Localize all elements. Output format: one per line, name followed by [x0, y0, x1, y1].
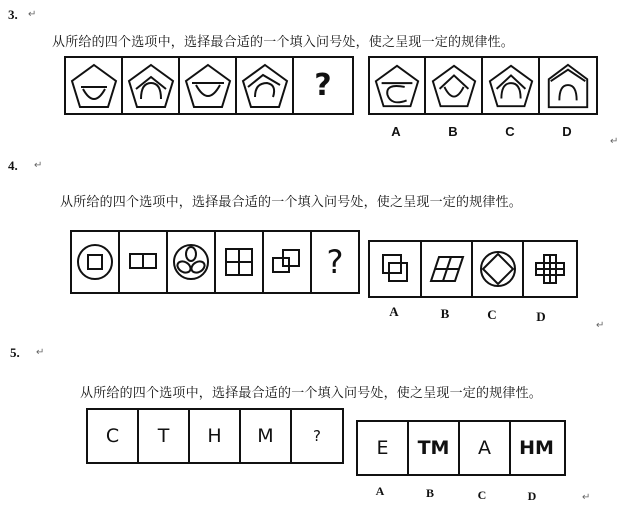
q3-question-cell [294, 58, 352, 113]
circle-diamond-icon [476, 247, 520, 291]
q4-option-b-label: B [440, 306, 450, 321]
q4-figure-1 [72, 232, 120, 292]
q5-term-text: C [105, 425, 120, 447]
q3-figure-2 [123, 58, 180, 113]
grid-square-icon [217, 240, 261, 284]
q5-term-2 [139, 410, 190, 462]
question-4-sequence [70, 230, 360, 294]
paragraph-mark: ↵ [610, 136, 619, 147]
question-4-options [368, 240, 578, 298]
q5-choice-text: HM [519, 437, 554, 459]
q5-term-4 [241, 410, 292, 462]
question-3-options [368, 56, 598, 115]
question-mark: ? [326, 243, 344, 281]
question-mark: ? [313, 427, 321, 445]
q3-option-a-label: A [391, 124, 401, 139]
q5-term-3 [190, 410, 241, 462]
paragraph-mark: ↵ [34, 160, 43, 171]
house-figure-icon [543, 61, 593, 111]
q5-option-c[interactable] [460, 422, 511, 474]
q3-option-c-label: C [505, 124, 515, 139]
q5-option-c-label: C [477, 488, 487, 502]
q5-option-a-label: A [375, 484, 385, 498]
q5-option-a[interactable] [358, 422, 409, 474]
q5-term-1 [88, 410, 139, 462]
q4-option-c-label: C [487, 307, 497, 322]
q5-question-cell [292, 410, 342, 462]
q4-option-b[interactable] [422, 242, 473, 296]
q5-term-text: M [257, 425, 274, 447]
question-5-sequence [86, 408, 344, 464]
q4-figure-5 [264, 232, 312, 292]
paragraph-mark: ↵ [28, 9, 37, 20]
q3-figure-3 [180, 58, 237, 113]
question-4-instruction: 从所给的四个选项中，选择最合适的一个填入问号处，使之呈现一定的规律性。 [60, 195, 523, 210]
q5-term-text: H [207, 425, 222, 447]
q3-option-c[interactable] [483, 58, 540, 113]
double-rectangle-icon [121, 240, 165, 284]
question-5-options [356, 420, 566, 476]
cross-blocks-icon [528, 247, 572, 291]
q5-option-d[interactable] [511, 422, 562, 474]
q5-term-text: T [157, 425, 170, 447]
question-mark: ? [314, 68, 332, 103]
paragraph-mark: ↵ [36, 347, 45, 358]
question-3-number: 3. [8, 7, 18, 22]
pentagon-figure-icon [429, 61, 479, 111]
q5-choice-text: TM [417, 437, 450, 459]
parallelogram-grid-icon [425, 247, 469, 291]
question-3-sequence [64, 56, 354, 115]
paragraph-mark: ↵ [596, 320, 605, 331]
paragraph-mark: ↵ [582, 492, 591, 503]
q3-figure-1 [66, 58, 123, 113]
question-4-number: 4. [8, 158, 18, 173]
circle-square-icon [73, 240, 117, 284]
q3-option-b[interactable] [426, 58, 483, 113]
question-5-number: 5. [10, 345, 20, 360]
q3-option-a[interactable] [370, 58, 426, 113]
q4-option-a[interactable] [370, 242, 422, 296]
q4-figure-3 [168, 232, 216, 292]
q5-option-b-label: B [425, 486, 434, 500]
q3-option-d-label: D [562, 124, 572, 139]
question-3-instruction: 从所给的四个选项中，选择最合适的一个填入问号处，使之呈现一定的规律性。 [52, 35, 515, 50]
pentagon-figure-icon [372, 61, 422, 111]
q4-option-d[interactable] [524, 242, 576, 296]
pentagon-figure-icon [239, 61, 291, 111]
q4-option-d-label: D [536, 309, 546, 324]
pentagon-figure-icon [68, 61, 120, 111]
q5-option-d-label: D [527, 489, 537, 503]
q4-option-a-label: A [389, 304, 399, 319]
question-5-instruction: 从所给的四个选项中，选择最合适的一个填入问号处，使之呈现一定的规律性。 [80, 386, 543, 401]
overlapping-squares-icon [373, 247, 417, 291]
circle-petals-icon [169, 240, 213, 284]
q3-option-b-label: B [448, 124, 458, 139]
q5-option-b[interactable] [409, 422, 460, 474]
pentagon-figure-icon [486, 61, 536, 111]
q4-question-cell [312, 232, 358, 292]
pentagon-figure-icon [182, 61, 234, 111]
q3-option-d[interactable] [540, 58, 596, 113]
q4-option-c[interactable] [473, 242, 524, 296]
pentagon-figure-icon [125, 61, 177, 111]
q3-figure-4 [237, 58, 294, 113]
q5-choice-text: A [478, 437, 491, 459]
q4-figure-4 [216, 232, 264, 292]
q5-choice-text: E [376, 437, 389, 459]
overlapping-squares-icon [265, 240, 309, 284]
q4-figure-2 [120, 232, 168, 292]
